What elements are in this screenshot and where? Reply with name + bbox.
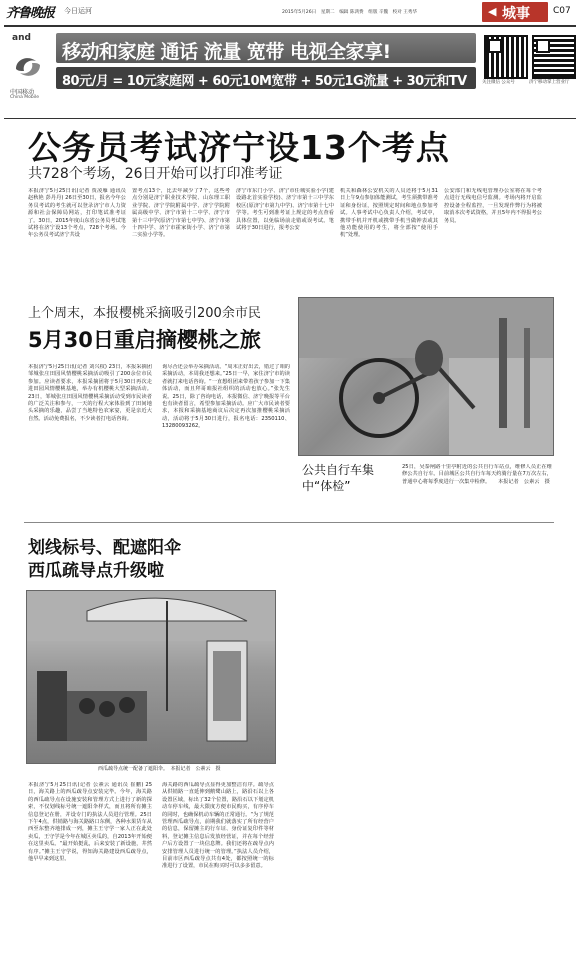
ad-price-band [56, 67, 476, 89]
section-badge [482, 2, 548, 22]
edition-name: 今日运河 [64, 7, 92, 15]
article3-col2: 海关路的西瓜疏导点显得更加整洁有序。疏导点从供销路一直延伸到鹅鹭山路上，路沿石以上各设置区域，标出了32个位置，路沿石以下划定机动车停车线，最大限度方便市民购买，有序停车的同时，也确保机动车辆的正常通行。“为了规范管理西瓜疏导点，前期我们就落实了所有经营户的信息，保留摊主的行车证、身份证复印件等材料，登记摊主信息后发放经营证，并在每个经营户后方设置了一块信息牌。我们还将在疏导点内安排管理人员进行统一的管理。”执法人员介绍，目前市区西瓜疏导点共有4处，都按照统一的标准进行了设置，市民在购买时可以多多留意。 [162, 782, 274, 870]
section-name: 城事 [502, 6, 530, 22]
ad-banner [4, 29, 576, 117]
qr-code-right[interactable] [532, 35, 576, 79]
ad-rule [4, 118, 576, 119]
bicycle-photo-title: 公共自行车集中“体检” [302, 463, 375, 493]
article3-title-line1: 划线标号、配遮阳伞 [28, 538, 181, 558]
ad-headline: 移动和家庭 通话 流量 宽带 电视全家享! [62, 41, 391, 63]
article1-col2: 置考点13个，比去年减少了7个，这些考点分别是济宁职业技术学院、山东理工职业学院、济宁学院附属中学、济宁学院附属高级中学、济宁市第十二中学、济宁市第十三中学(原济宁市第七中学)、济宁市第十四中学、济宁市霍家街小学、济宁市第二实验小学等。 [132, 188, 230, 239]
article2-rule [24, 522, 554, 523]
article1-col4: 机关和森林公安机关的人员还将于5月31日上午9点参加体能测试，考生须携带准考证和身份证，按照规定时间和地点参加考试。人事考试中心负责人介绍，考试中，携带手机并开机或携带手机当做钟表或其他功能使用的考生，将全部按“使用手机”处理。 [340, 188, 438, 239]
qr-right-caption: 济宁移动掌上营业厅 [529, 80, 570, 85]
article1-col1: 本报济宁5月25日讯(记者 贾凌雁 通讯员 赵秋艳 彭丹丹) 26日至30日，报名今年公务员考试的考生就可以登录济宁市人力资源和社会保障局网站，打印笔试准考证了。30日，2015年度山东省公务员考试笔试将在济宁设13个考点，728个考场。今年公务员考试济宁共设 [28, 188, 126, 239]
china-mobile-logo-icon [10, 49, 46, 85]
masthead-rule [4, 25, 576, 27]
ad-headline-band [56, 33, 476, 63]
newspaper-logo: 齐鲁晚报 [6, 6, 55, 21]
qr-code-left[interactable] [484, 35, 528, 79]
article2-col2: 询尽否还会举办采摘活动。“周末正好出去，错过了咱的采摘活动，本周我还想来。”25日一早，家住济宁市的读者就打来电话咨询。“一直想组团来带着孩子参加一下集体活动，而且拜哥咱报社组织的活动也放心。”张先生说。25日，除了咨询电话，本报微信、济宁晚报等平台也有读者留言，希望参加采摘活动。应广大市民读者要求，本报和采摘基地商议后决定再次加推樱桃采摘活动，活动将于5月30日进行，报名电话：2350110、13280093262。 [162, 364, 290, 430]
watermelon-stall-photo [26, 590, 276, 764]
brand-name: 中国移动 [10, 89, 35, 96]
masthead [0, 0, 580, 26]
qr-finder [536, 39, 550, 53]
article1-col3: 济宁市东门小学、济宁市任城实验小学(建设路北首实验学校)、济宁市第十三中学东校区(原济宁市第九中学)、济宁市第十七中学等。考生可到准考证上规定的考点查看具体位置，以免临场前走错或误考试。笔试将于30日进行，报考公安 [236, 188, 334, 232]
bicycle-repair-photo [298, 297, 554, 456]
page-number: C07 [553, 6, 571, 16]
qr-left-caption: 关注微信 公众号 [482, 80, 515, 85]
article2-kicker: 上个周末，本报樱桃采摘吸引200余市民 [28, 306, 261, 321]
article1-subtitle: 共728个考场，26日开始可以打印准考证 [28, 166, 283, 182]
brand-name-en: China Mobile [10, 95, 40, 100]
article3-col1: 本报济宁5月25日讯(记者 公素云 通讯员 崔鹏) 25日，海关路上的西瓜疏导点安装完毕。今年，海关路的西瓜疏导点在设施安装和管理方式上进行了新的探索，不仅划线标号统一遮阳伞样式，而且将所有摊主信息登记在册，并设专门的执法人员进行管理。25日下午4点，供销路与海关路路口东侧，各种水果货车从西至东整齐地排成一列，摊主王守学一家人正在此处卖瓜，王守学是今年在城区卖瓜的，自2013年开始便在这里卖瓜。“最开始挺乱，后来安装了新设施，井然有序。”摊主王守学说，得知海关路建设西瓜疏导点，他早早来到这里。 [28, 782, 152, 863]
china-mobile-logo [10, 49, 46, 85]
and-logo [12, 33, 31, 43]
article2-col1: 本报济宁5月25日讯(记者 刘兴权) 23日，本报采摘团邹城张庄田园风情樱桃采摘活动吸引了200余位市民参加。应读者要求，本报采摘团将于5月30日再次走进田园风情樱桃基地，举办有机樱桃大型采摘活动。23日，邹城张庄田园风情樱桃采摘活动受到市民读者的广泛关注和参与，一天的行程大家体验到了田间地头采摘的乐趣，品尝了当地特色农家宴，更是亲近大自然。活动免费报名，不少读者打电话咨询。 [28, 364, 152, 422]
qr-finder [488, 39, 502, 53]
watermelon-photo-caption: 西瓜疏导点统一配备了遮阳伞。 本报记者 公素云 摄 [98, 766, 221, 772]
article3-title-line2: 西瓜疏导点升级啦 [28, 561, 164, 581]
section-arrow-icon: ◀ [488, 5, 497, 18]
article1-col5: 公安部门和无线电管理办公室将在每个考点进行无线电信号监测。考场内将开启监控设备全程监控，一旦发现作弊行为将被取消本次考试资格，并且5年内不得报考公务员。 [444, 188, 542, 224]
bicycle-icon [299, 298, 553, 455]
article2-title: 5月30日重启摘樱桃之旅 [28, 328, 261, 352]
date-line: 2015年5月26日 星期二 编辑 陈鸿费 组版 辛魏 校对 王秀华 [282, 10, 418, 15]
ad-price-line: 80元/月 = 10元家庭网 + 60元10M宽带 + 50元1G流量 + 30元和TV [62, 74, 467, 89]
umbrella-icon [27, 591, 275, 763]
bicycle-photo-caption: 25日，吴泰闸路十里亭附近的公共自行车站点，维修人员正在维修公共自行车。目前城区公共自行车每天约骑行量在7万次左右，普通中心将每季度进行一次集中检修。 本报记者 公素云 摄 [402, 464, 552, 485]
and-logo-mark: and [12, 33, 31, 43]
article1-title: 公务员考试济宁设13个考点 [28, 128, 450, 167]
